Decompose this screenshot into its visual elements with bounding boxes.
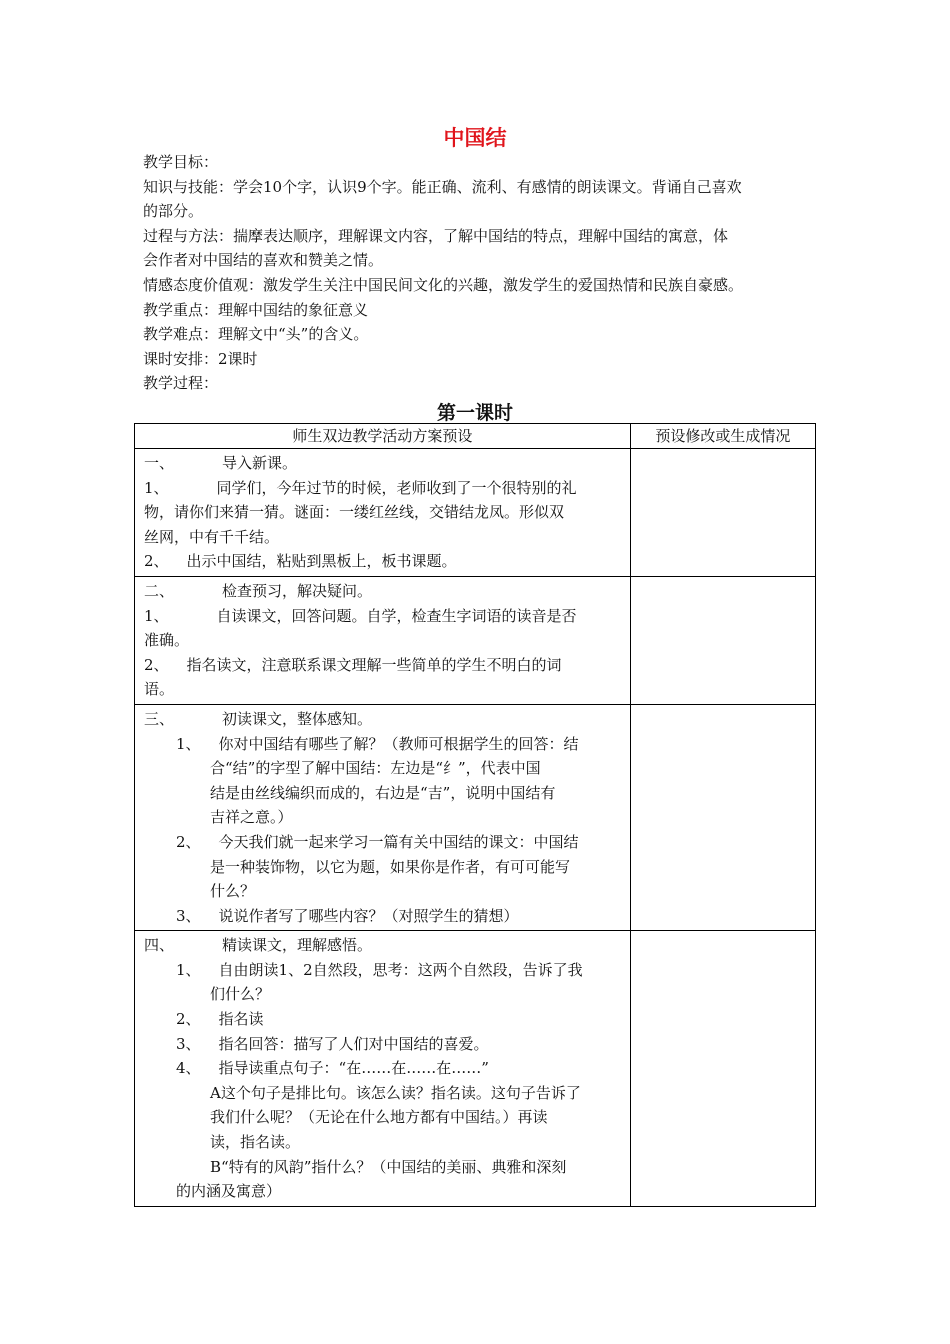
list-item: 2、 指名读 bbox=[176, 1010, 264, 1029]
intro-line: 教学难点：理解文中“头”的含义。 bbox=[143, 325, 369, 344]
intro-section bbox=[143, 150, 823, 396]
document-title: 中国结 bbox=[443, 126, 507, 150]
table-row bbox=[135, 931, 816, 1207]
lesson-title: 第一课时 bbox=[436, 402, 513, 424]
list-item-continuation: 结是由丝线编织而成的，右边是“吉”，说明中国结有 bbox=[210, 783, 556, 802]
sub-item-continuation: 读，指名读。 bbox=[210, 1133, 301, 1152]
list-item: 4、 指导读重点句子：“在……在……在……” bbox=[176, 1059, 489, 1078]
sub-item-continuation: 我们什么呢？（无论在什么地方都有中国结。）再读 bbox=[210, 1108, 548, 1127]
list-item-continuation: 什么？ bbox=[210, 882, 256, 901]
table-header-row bbox=[135, 424, 816, 449]
intro-line: 教学重点：理解中国结的象征意义 bbox=[143, 300, 369, 319]
table-row bbox=[135, 704, 816, 930]
section-heading: 二、 检查预习，解决疑问。 bbox=[144, 581, 373, 600]
intro-line: 会作者对中国结的喜欢和赞美之情。 bbox=[143, 251, 384, 270]
activity-cell bbox=[135, 576, 631, 704]
notes-cell bbox=[630, 931, 815, 1207]
list-item: 1、 自由朗读1、2自然段，思考：这两个自然段，告诉了我 bbox=[176, 960, 583, 979]
sub-item-a: A这个句子是排比句。该怎么读？指名读。这句子告诉了 bbox=[210, 1083, 581, 1102]
list-item: 2、 指名读文，注意联系课文理解一些简单的学生不明白的词 bbox=[144, 655, 562, 674]
sub-item-continuation: 的内涵及寓意） bbox=[176, 1182, 282, 1201]
list-item-continuation: 是一种装饰物，以它为题，如果你是作者，有可可能写 bbox=[210, 857, 571, 876]
notes-cell bbox=[630, 704, 815, 930]
intro-line: 的部分。 bbox=[143, 202, 204, 221]
section-heading: 三、 初读课文，整体感知。 bbox=[144, 709, 373, 728]
list-item: 1、 自读课文，回答问题。自学，检查生字词语的读音是否 bbox=[144, 606, 577, 625]
activity-cell bbox=[135, 704, 631, 930]
table-row bbox=[135, 449, 816, 577]
column-header-activities: 师生双边教学活动方案预设 bbox=[135, 424, 631, 449]
list-item-continuation: 们什么？ bbox=[210, 985, 271, 1004]
intro-line: 课时安排：2课时 bbox=[143, 349, 258, 368]
lesson-plan-table bbox=[134, 423, 816, 1207]
intro-line: 情感态度价值观：激发学生关注中国民间文化的兴趣，激发学生的爱国热情和民族自豪感。 bbox=[143, 275, 744, 294]
intro-line: 知识与技能：学会10个字，认识9个字。能正确、流利、有感情的朗读课文。背诵自己喜欢 bbox=[143, 177, 742, 196]
activity-cell bbox=[135, 931, 631, 1207]
sub-item-b: B“特有的风韵”指什么？（中国结的美丽、典雅和深刻 bbox=[210, 1157, 567, 1176]
list-item: 1、 同学们，今年过节的时候，老师收到了一个很特别的礼 bbox=[144, 478, 577, 497]
list-item-continuation: 语。 bbox=[144, 680, 175, 699]
list-item: 3、 说说作者写了哪些内容？（对照学生的猜想） bbox=[176, 906, 519, 925]
notes-cell bbox=[630, 449, 815, 577]
table-row bbox=[135, 576, 816, 704]
list-item-continuation: 准确。 bbox=[144, 631, 190, 650]
list-item-continuation: 丝网，中有千千结。 bbox=[144, 527, 280, 546]
list-item: 2、 出示中国结，粘贴到黑板上，板书课题。 bbox=[144, 552, 457, 571]
column-header-notes: 预设修改或生成情况 bbox=[630, 424, 815, 449]
intro-line: 教学目标： bbox=[143, 153, 219, 171]
activity-cell bbox=[135, 449, 631, 577]
list-item-continuation: 合“结”的字型了解中国结：左边是“纟”，代表中国 bbox=[210, 759, 541, 778]
section-heading: 一、 导入新课。 bbox=[144, 454, 298, 472]
section-heading: 四、 精读课文，理解感悟。 bbox=[144, 936, 373, 955]
notes-cell bbox=[630, 576, 815, 704]
list-item: 1、 你对中国结有哪些了解？（教师可根据学生的回答：结 bbox=[176, 734, 579, 753]
list-item: 3、 指名回答：描写了人们对中国结的喜爱。 bbox=[176, 1034, 489, 1053]
list-item-continuation: 吉祥之意。） bbox=[210, 808, 293, 827]
intro-line: 教学过程： bbox=[143, 374, 219, 393]
intro-line: 过程与方法：揣摩表达顺序，理解课文内容，了解中国结的特点，理解中国结的寓意，体 bbox=[143, 226, 729, 245]
list-item: 2、 今天我们就一起来学习一篇有关中国结的课文：中国结 bbox=[176, 832, 579, 851]
list-item-continuation: 物，请你们来猜一猜。谜面：一缕红丝线，交错结龙凤。形似双 bbox=[144, 503, 565, 522]
